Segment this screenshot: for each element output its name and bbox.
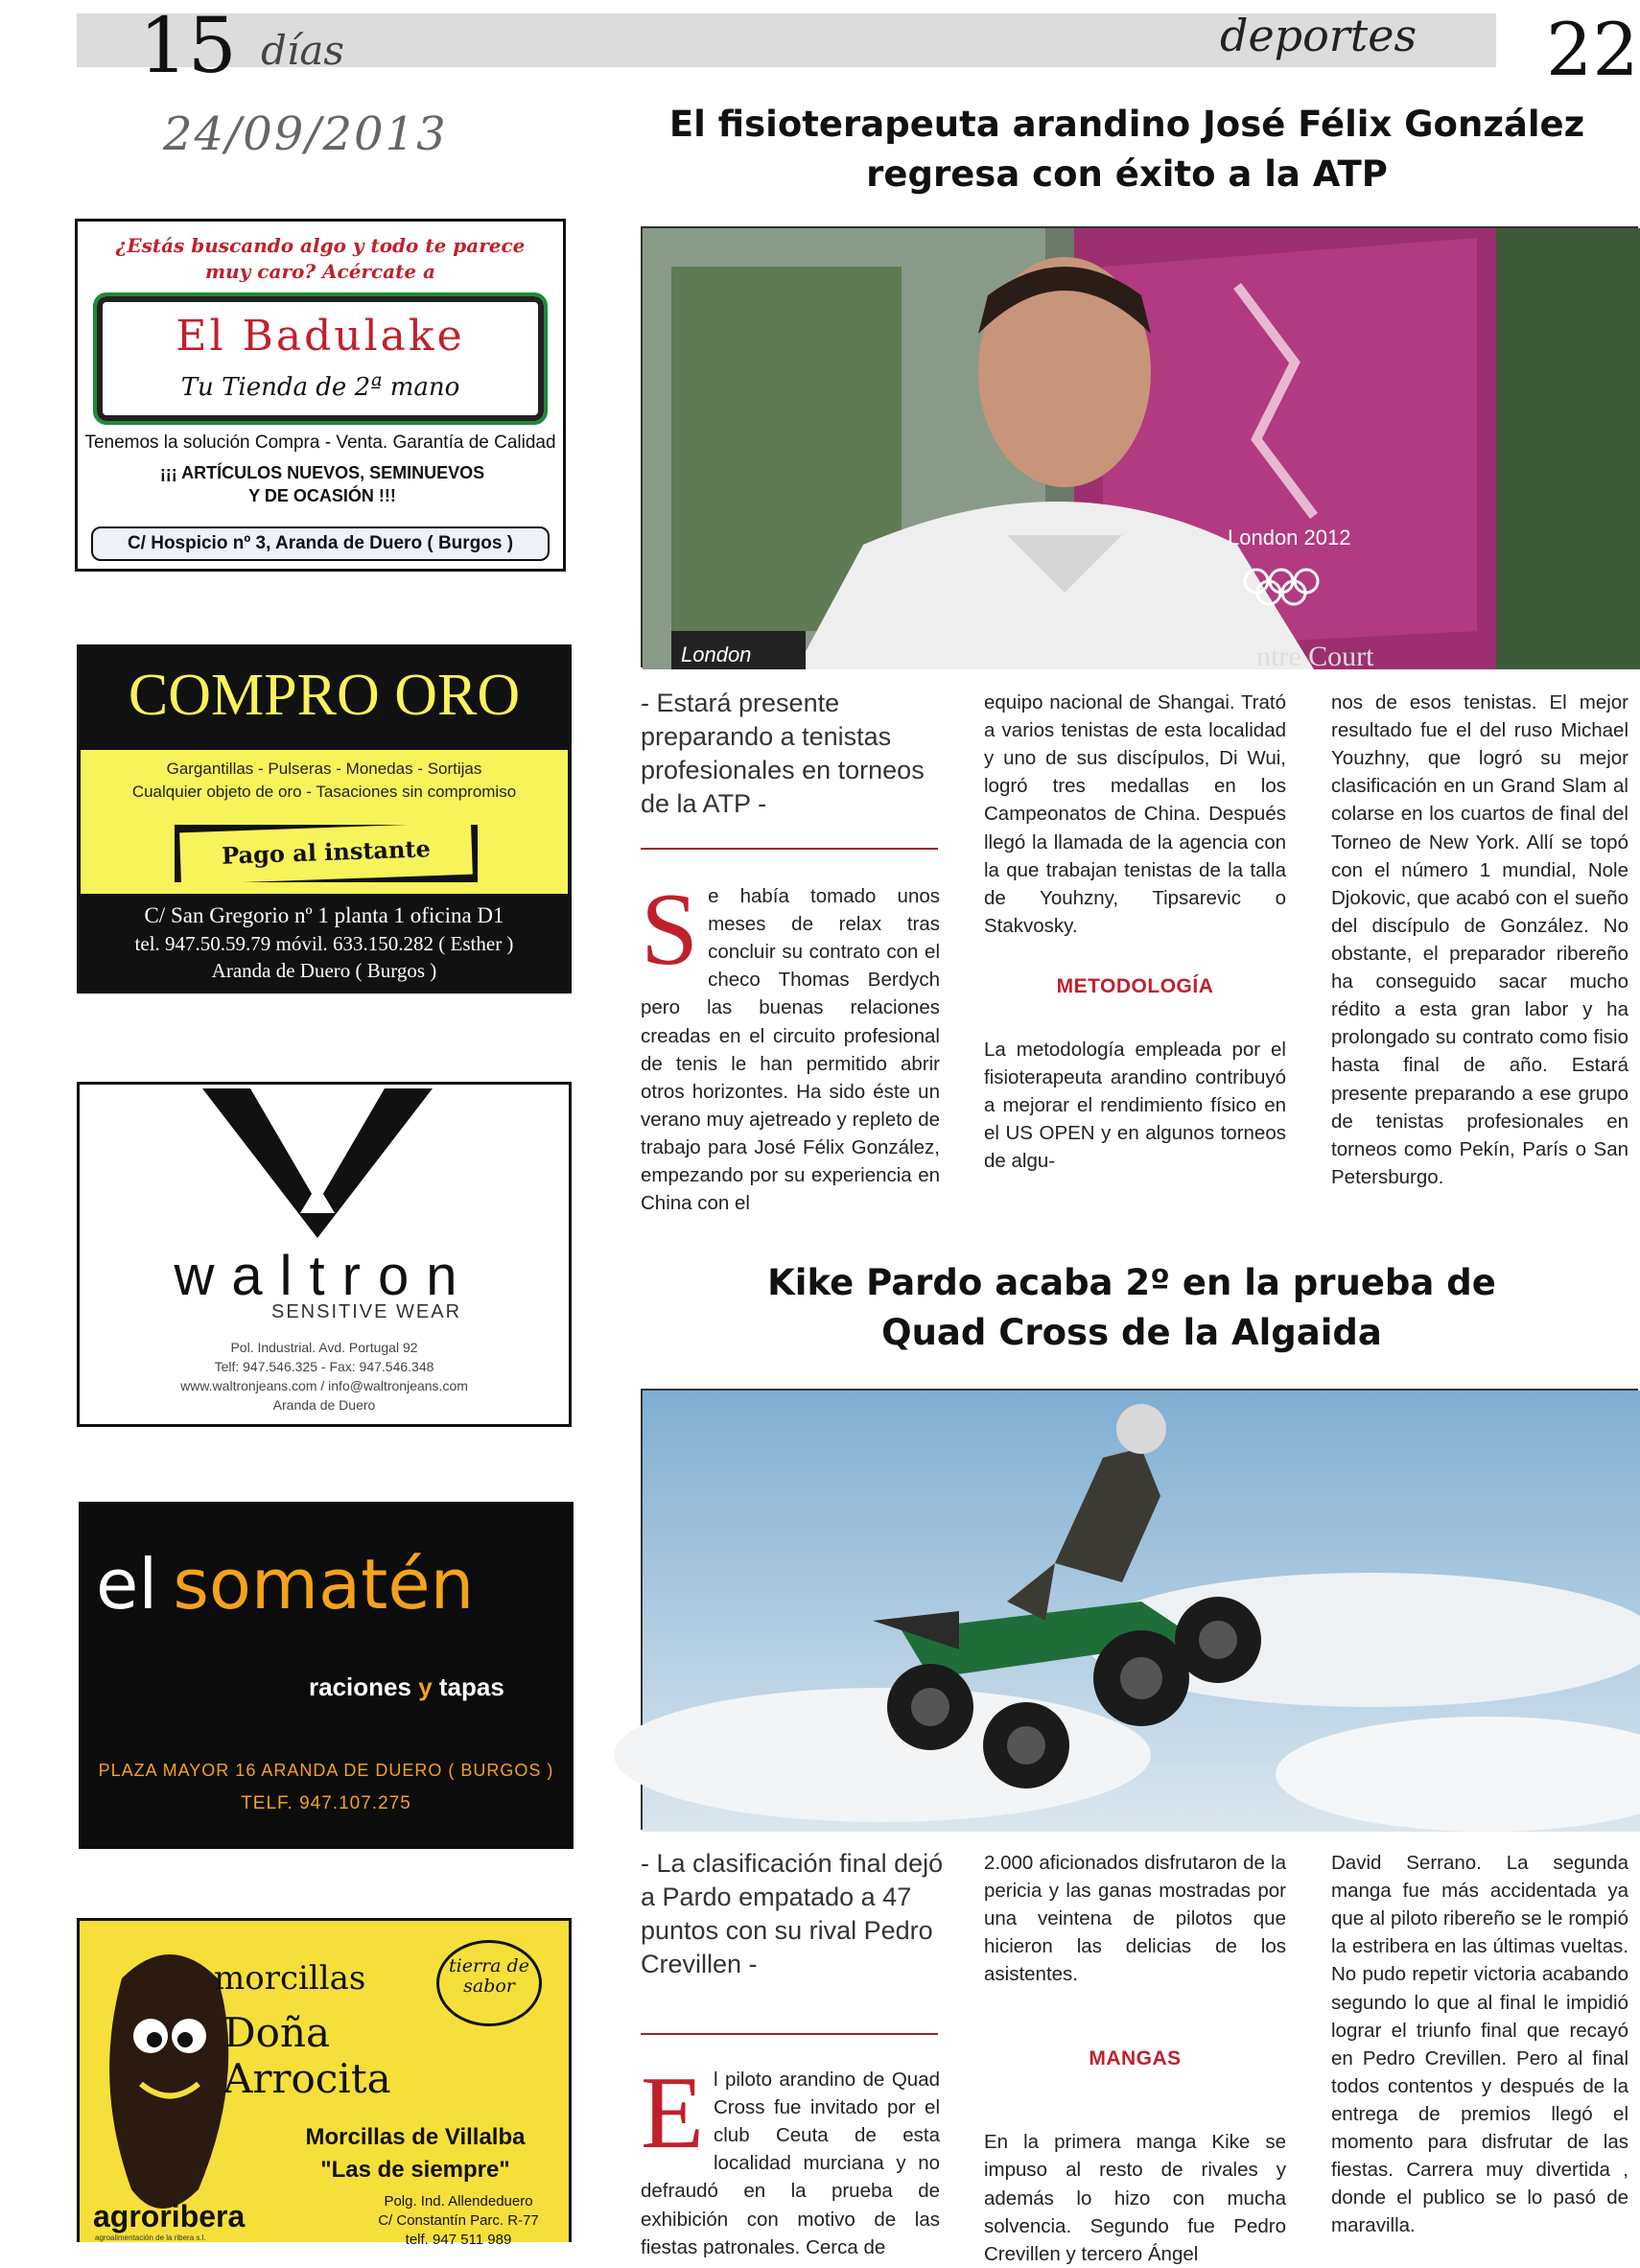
article2-subhead: MANGAS [1089,2046,1182,2069]
issue-word: días [261,27,344,74]
badulake-logo-box [93,292,548,425]
handwritten-date: 24/09/2013 [163,107,448,161]
waltron-l2: Telf: 947.546.325 - Fax: 947.546.348 [214,1359,434,1374]
ad-badulake [75,219,566,572]
oro-yellow-panel [81,750,568,894]
article1-col1-text: e había tomado unos meses de relax tras concluir su contrato con el checo Thomas Berdych pero las buenas relaciones creadas en el circuito profesional de tenis le han permitido abrir otros horizontes. Ha sido éste un verano muy ajetreado y repleto de trabajo para José Félix González, empezando por su experiencia en China con el [641,885,940,1215]
waltron-l1: Pol. Industrial. Avd. Portugal 92 [230,1340,418,1355]
article2-col1 [641,2056,940,2261]
morcillas-arrocita: Arrocita [223,2055,391,2102]
article2-col2-text-a: 2.000 aficionados disfrutaron de la pericia y las ganas mostradas por una veintena de pilotos que hicieron las delicias de los asistentes. [984,1852,1286,1986]
article1-caption: - Estará presente preparando a tenistas profesionales en torneos de la ATP - [641,689,925,819]
oro-addr2: tel. 947.50.59.79 móvil. 633.150.282 ( Esther ) [134,932,514,955]
badulake-address: C/ Hospicio nº 3, Aranda de Duero ( Burgos ) [91,526,550,561]
photo-banner-text: London 2012 [1228,526,1351,549]
article2-rule [641,2033,938,2035]
article1-col3 [1331,689,1628,1191]
oro-pay-box [175,825,478,882]
waltron-l4: Aranda de Duero [272,1397,376,1413]
photo-sign-right: ntre Court [1256,641,1374,672]
ad-compro-oro [77,644,572,994]
ad-morcillas [77,1918,572,2248]
issue-number: 15 [139,1,237,90]
somaten-tag-y: y [418,1672,433,1701]
agroribera-brand: agroribera [93,2199,246,2233]
somaten-address: PLAZA MAYOR 16 ARANDA DE DUERO ( BURGOS ) [98,1761,554,1780]
oro-addr1: C/ San Gregorio nº 1 planta 1 oficina D1 [144,903,504,927]
article2-col1-text: l piloto arandino de Quad Cross fue invitado por el club Ceuta de esta localidad murciana y no defraudó en la prueba de exhibición con motivo de las fiestas patronales. Cerca de [641,2069,940,2258]
page-number: 22 [1546,7,1639,92]
ad-waltron [77,1082,572,1427]
morcillas-addr2: C/ Constantín Parc. R-77 [378,2212,539,2229]
article1-col1 [641,873,940,1217]
article2-headline: Kike Pardo acaba 2º en la prueba de Quad Cross de la Algaida [767,1262,1496,1353]
article2-col2 [984,1849,1286,2268]
article1-subhead: METODOLOGÍA [1056,974,1214,997]
morcillas-addr1: Polg. Ind. Allendeduero [384,2193,533,2210]
morcillas-addr3: telf. 947 511 989 [405,2232,512,2248]
badulake-top: ¿Estás buscando algo y todo te parece muy caro? Acércate a [115,234,526,283]
somaten-tel: TELF. 947.107.275 [241,1793,411,1813]
stamp-text: tierra de sabor [449,1955,529,1997]
article2-col3-text: David Serrano. La segunda manga fue más accidentada ya que al piloto ribereño se le rompió la estribera en las últimas vueltas. No pudo repetir victoria acabando segundo lo que al final le impidió lograr el triunfo final que recayó en Pedro Crevillen. Pero al final todos contentos y después de la entrega de premios llegó el momento para disfrutar de las fiestas. Carrera muy divertida , donde el publico se lo pasó de maravilla. [1331,1852,1628,2237]
ad-somaten [79,1502,574,1849]
badulake-name: El Badulake [176,312,465,361]
article1-col2 [984,689,1286,1175]
waltron-l3: www.waltronjeans.com / info@waltronjeans.com [180,1378,468,1393]
article2-photo [641,1389,1638,1830]
badulake-tagline: Tu Tienda de 2ª mano [180,373,460,402]
oro-addr3: Aranda de Duero ( Burgos ) [211,959,437,982]
oro-title: COMPRO ORO [128,663,521,728]
article1-col2-text-b: La metodología empleada por el fisioterapeuta arandino contribuyó a mejorar el rendimiento físico en el US OPEN y en algunos torneos de algu- [984,1038,1286,1173]
agroribera-sub: agroalimentación de la ribera s.l. [95,2233,206,2242]
waltron-name: waltron [174,1245,475,1307]
article2-col2-text-b: En la primera manga Kike se impuso al resto de rivales y además lo hizo con mucha solvencia. Segundo fue Pedro Crevillen y tercero Ángel [984,2131,1286,2265]
waltron-logo-icon [80,1088,569,1242]
badulake-line1: Tenemos la solución Compra - Venta. Garantía de Calidad [84,433,556,453]
tennis-physio-photo [643,228,1640,672]
oro-pay-text: Pago al instante [179,823,473,885]
morcillas-word: morcillas [214,1959,366,1998]
tierra-de-sabor-stamp [436,1940,542,2026]
article2-dropcap: E [641,2056,704,2170]
quad-jump-photo [643,1391,1640,1832]
morcillas-line1: Morcillas de Villalba [305,2124,526,2150]
somaten-el: el [96,1544,158,1625]
somaten-name: somatén [173,1544,475,1625]
somaten-tagline [309,1672,568,1702]
photo-sign-left: London [681,643,752,666]
article2-col3 [1331,1849,1628,2240]
badulake-line2: ¡¡¡ ARTÍCULOS NUEVOS, SEMINUEVOS Y DE OCASIÓN !!! [159,463,485,506]
section-name: deportes [1220,10,1417,61]
article1-photo [641,226,1638,672]
morcillas-line2: "Las de siempre" [320,2157,510,2183]
article2-caption: - La clasificación final dejó a Pardo empatado a 47 puntos con su rival Pedro Crevillen - [641,1849,944,1979]
somaten-tag-b: tapas [438,1672,504,1701]
article1-headline: El fisioterapeuta arandino José Félix González regresa con éxito a la ATP [668,104,1585,195]
article1-col3-text: nos de esos tenistas. El mejor resultado fue el del ruso Michael Youzhny, que logró su mejor clasificación en un Grand Slam al colarse en los cuartos de final del Torneo de New York. Allí se topó con el número 1 mundial, Nole Djokovic, que acabó con el sueño del discípulo de González. No obstante, el preparador ribereño ha conseguido sacar mucho rédito a esta gran labor y ha prolongado su contrato como fisio hasta final de año. Estará presente preparando a ese grupo de tenistas profesionales en torneos como Pekín, París o San Petersburgo. [1331,691,1628,1188]
somaten-logo [96,1544,566,1625]
oro-line2: Cualquier objeto de oro - Tasaciones sin compromiso [131,783,517,801]
morcillas-dona: Doña [223,2009,331,2056]
article1-rule [641,848,938,850]
oro-line1: Gargantillas - Pulseras - Monedas - Sortijas [166,760,482,778]
waltron-tag: SENSITIVE WEAR [271,1301,462,1322]
somaten-tag-a: raciones [309,1672,411,1701]
article1-col2-text-a: equipo nacional de Shangai. Trató a varios tenistas de esta localidad y uno de sus discípulos, Di Wui, logró tres medallas en los Campeonatos de China. Después llegó la llamada de la agencia con la que trabajan tenistas de la talla de Youhzny, Tipsarevic o Stakvosky. [984,691,1286,937]
article1-dropcap: S [641,873,699,987]
